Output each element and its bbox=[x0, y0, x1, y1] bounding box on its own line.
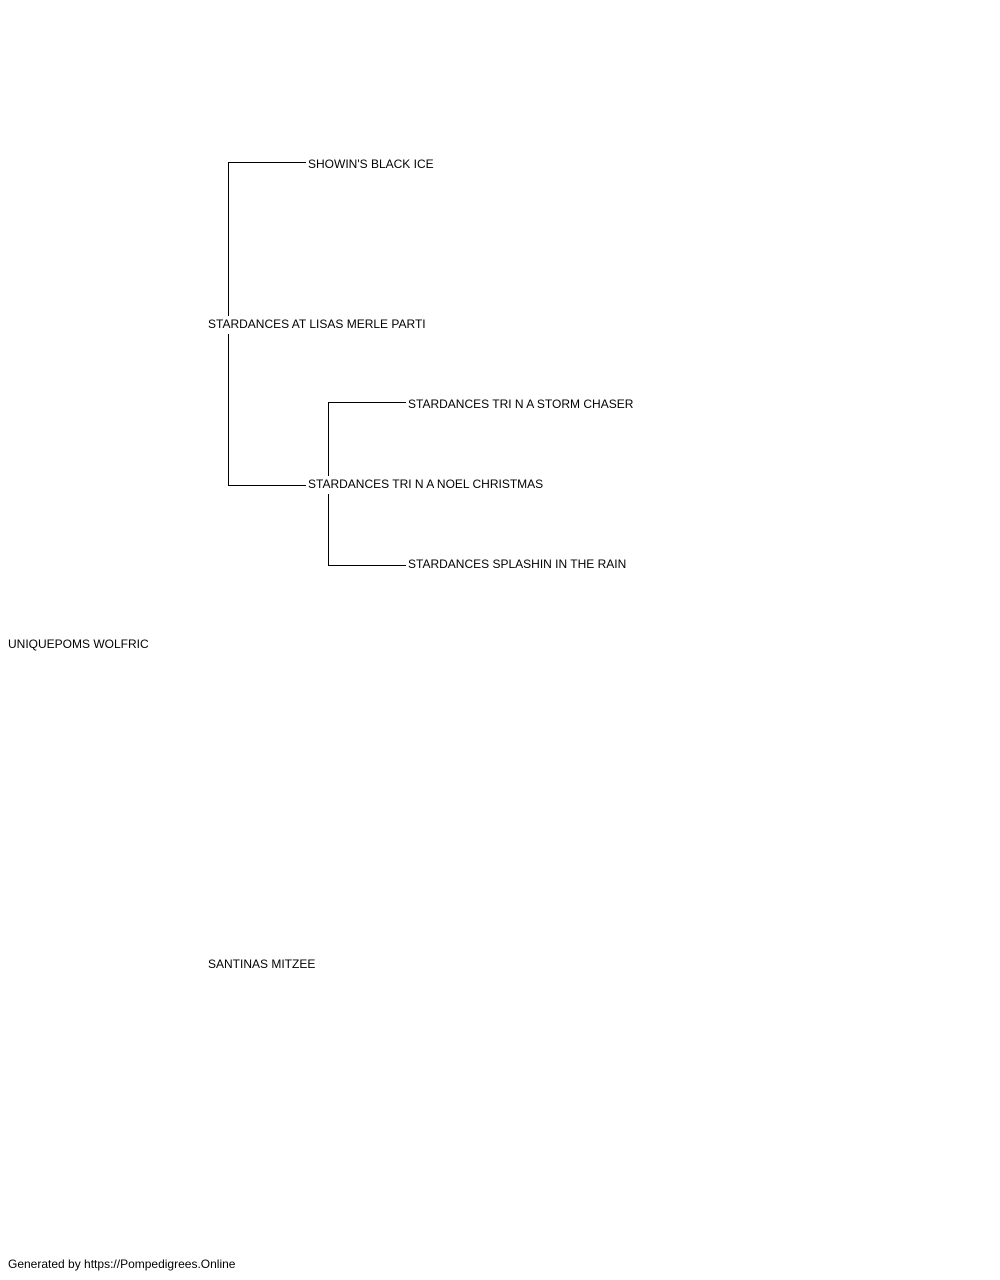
connector-sire-dam-to-sire-dam-dam bbox=[329, 494, 407, 566]
pedigree-subject: UNIQUEPOMS WOLFRIC bbox=[8, 637, 149, 651]
connector-sire-to-sire-sire bbox=[229, 163, 307, 317]
connector-sire-dam-to-sire-dam-sire bbox=[329, 403, 407, 477]
pedigree-sire-dam: STARDANCES TRI N A NOEL CHRISTMAS bbox=[308, 477, 544, 491]
pedigree-sire: STARDANCES AT LISAS MERLE PARTI bbox=[208, 317, 426, 331]
pedigree-sire-dam-sire: STARDANCES TRI N A STORM CHASER bbox=[408, 397, 634, 411]
pedigree-sire-dam-dam: STARDANCES SPLASHIN IN THE RAIN bbox=[408, 557, 627, 571]
connector-sire-to-sire-dam bbox=[229, 334, 307, 486]
pedigree-sire-sire: SHOWIN'S BLACK ICE bbox=[308, 157, 434, 171]
footer-credit: Generated by https://Pompedigrees.Online bbox=[8, 1257, 236, 1271]
pedigree-dam: SANTINAS MITZEE bbox=[208, 957, 316, 971]
